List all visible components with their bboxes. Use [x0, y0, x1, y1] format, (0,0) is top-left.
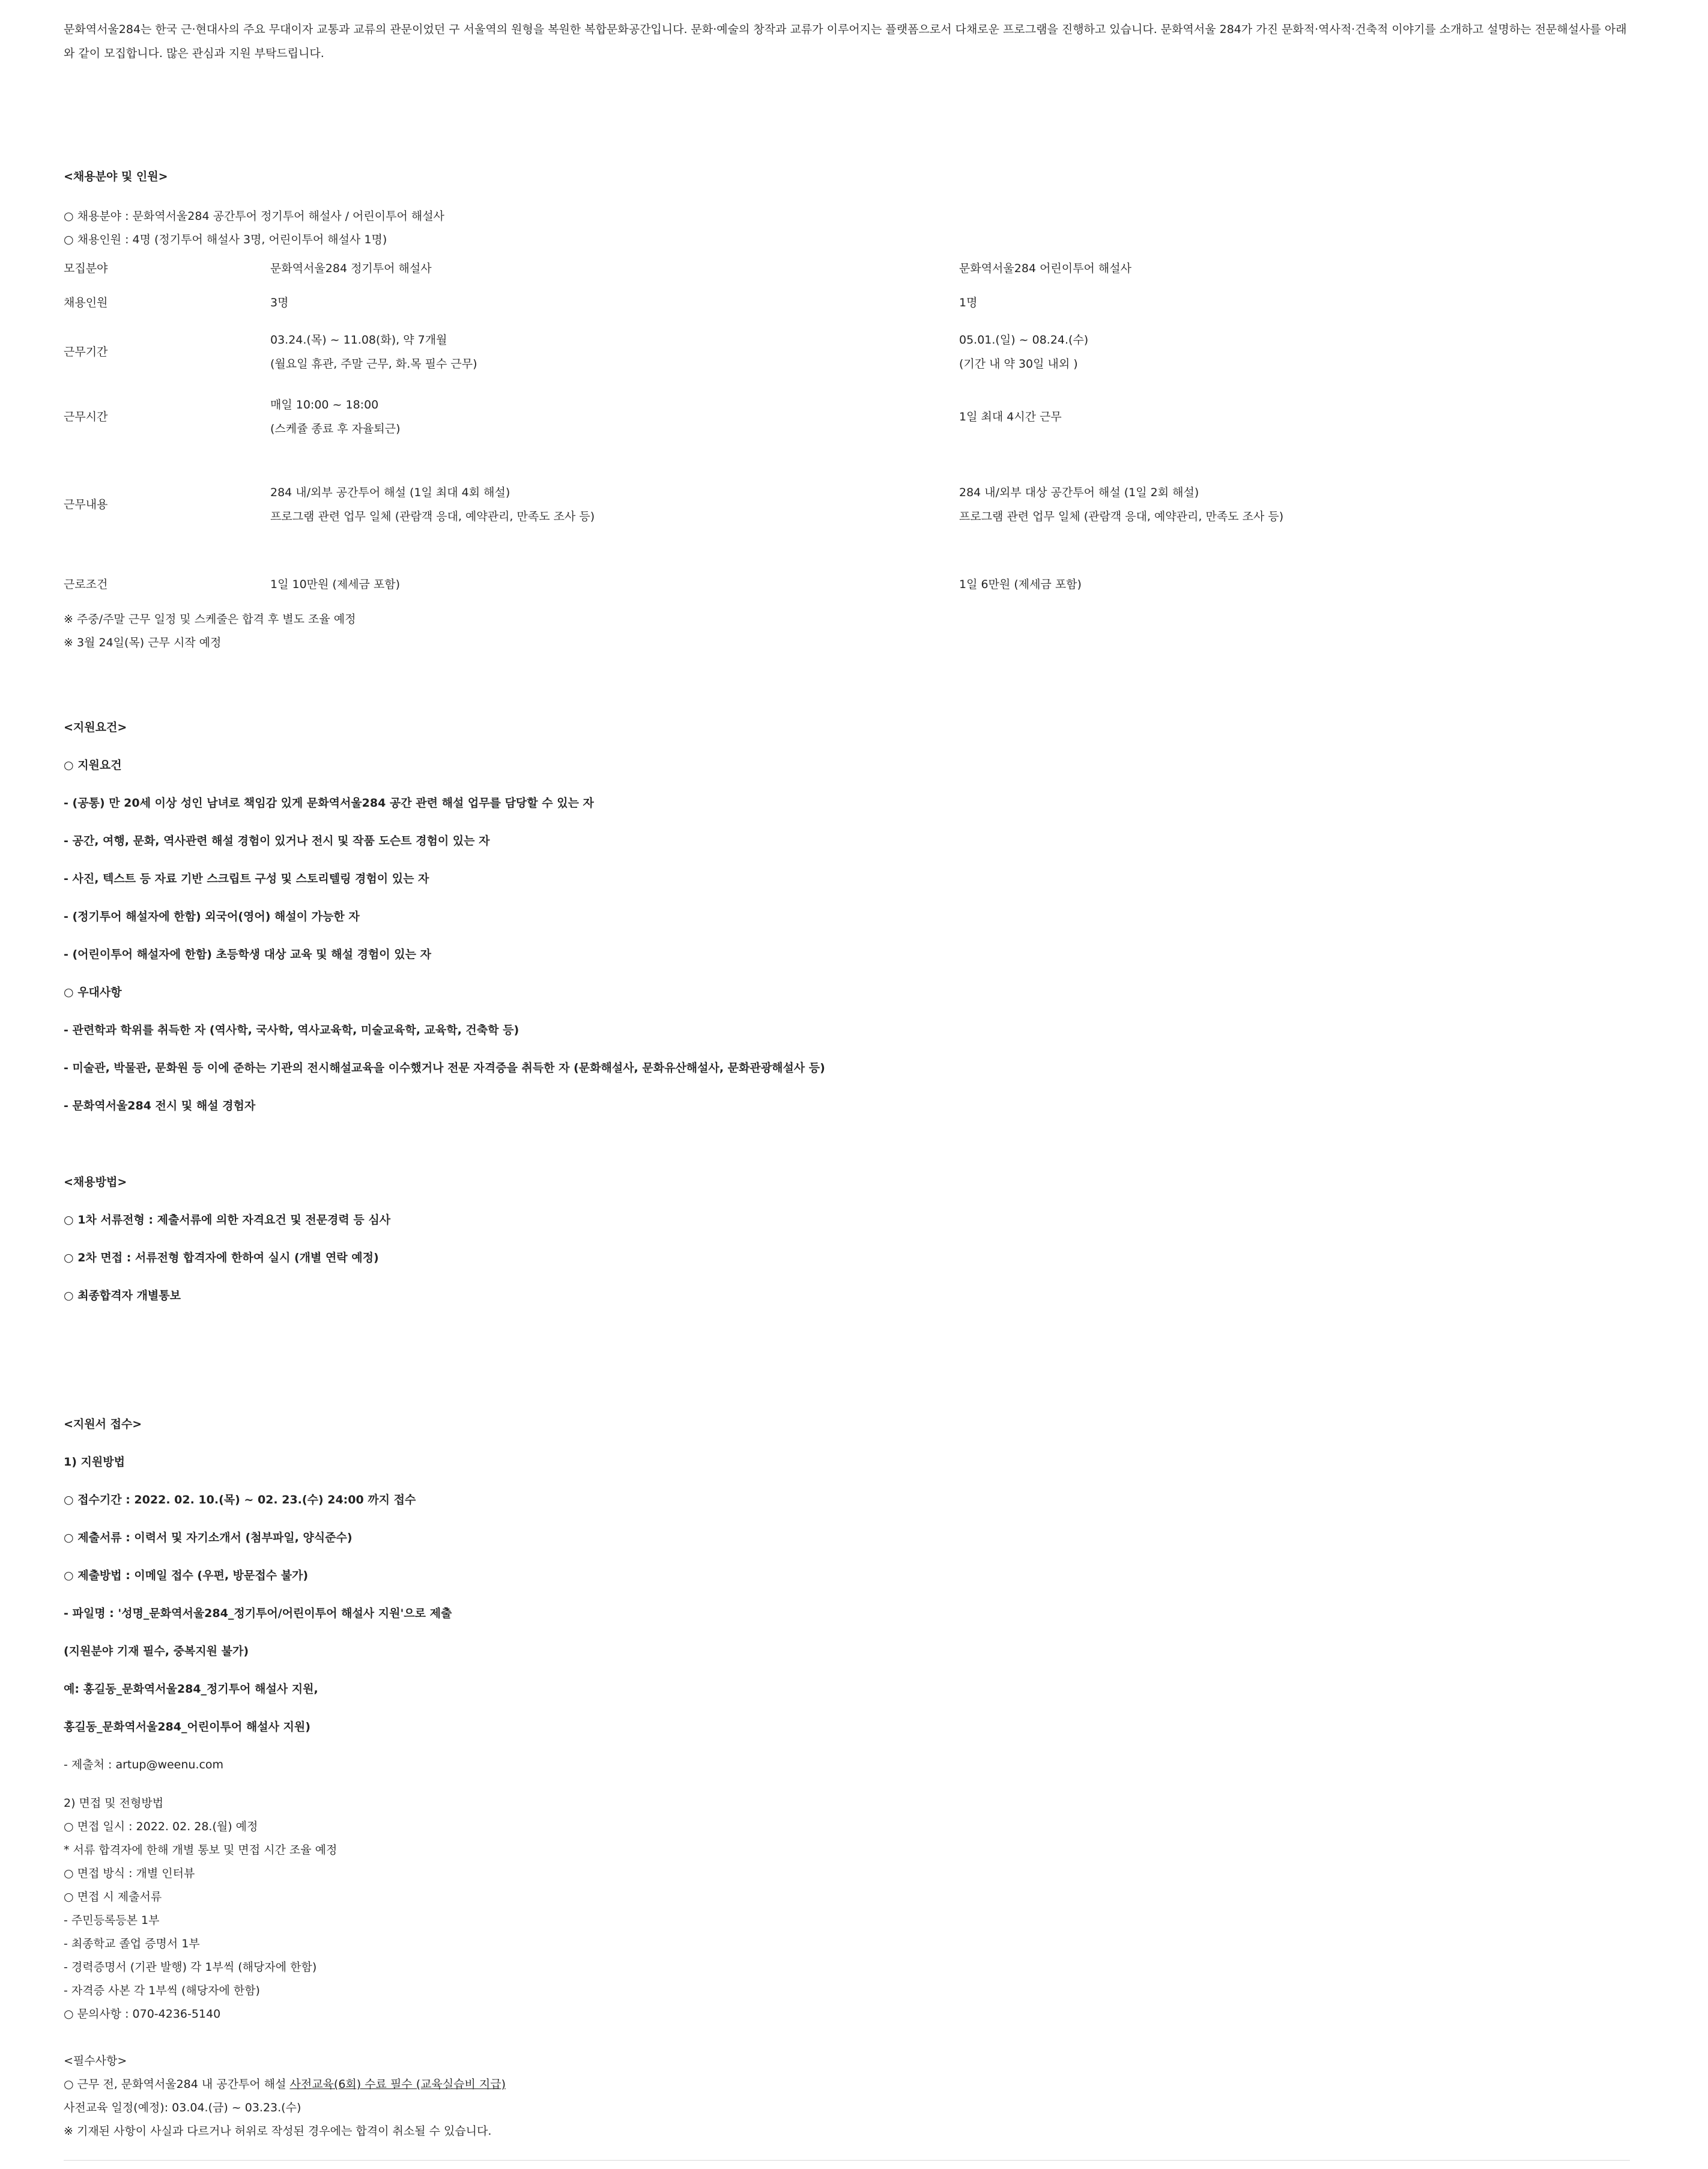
application-item: 홍길동_문화역서울284_어린이투어 해설사 지원)	[64, 1720, 310, 1734]
interview-line: * 서류 합격자에 한해 개별 통보 및 면접 시간 조율 예정	[64, 1843, 338, 1857]
method-item: ○ 최종합격자 개별통보	[64, 1289, 181, 1302]
recruit-count-line: ○ 채용인원 : 4명 (정기투어 해설사 3명, 어린이투어 해설사 1명)	[64, 233, 387, 246]
requirements-subheading: ○ 지원요건	[64, 759, 122, 772]
application-item: - 파일명 : '성명_문화역서울284_정기투어/어린이투어 해설사 지원'으로 제출	[64, 1607, 452, 1620]
method-item: ○ 1차 서류전형 : 제출서류에 의한 자격요건 및 전문경력 등 심사	[64, 1213, 391, 1227]
pre-training-underlined-text: 사전교육(6회) 수료 필수 (교육실습비 지급)	[289, 2078, 506, 2091]
table-cell: 프로그램 관련 업무 일체 (관람객 응대, 예약관리, 만족도 조사 등)	[959, 510, 1284, 523]
table-cell: 1일 10만원 (제세금 포함)	[270, 578, 401, 591]
table-cell: (기간 내 약 30일 내외 )	[959, 357, 1078, 371]
table-note: ※ 주중/주말 근무 일정 및 스케줄은 합격 후 별도 조율 예정	[64, 613, 356, 626]
table-cell: 프로그램 관련 업무 일체 (관람객 응대, 예약관리, 만족도 조사 등)	[270, 510, 595, 523]
table-row-label: 근무내용	[64, 498, 108, 511]
table-row-label: 근무기간	[64, 345, 108, 359]
requirement-item: - 공간, 여행, 문화, 역사관련 해설 경험이 있거나 전시 및 작품 도슨트 경험이 있는 자	[64, 834, 490, 848]
requirements-heading: <지원요건>	[64, 721, 127, 734]
table-cell: 03.24.(목) ~ 11.08(화), 약 7개월	[270, 333, 447, 347]
application-subheading: 1) 지원방법	[64, 1455, 125, 1469]
requirement-item: - (어린이투어 해설자에 한함) 초등학생 대상 교육 및 해설 경험이 있는 자	[64, 948, 431, 961]
preference-item: - 문화역서울284 전시 및 해설 경험자	[64, 1099, 256, 1112]
table-row-label: 근로조건	[64, 578, 108, 591]
application-email: - 제출처 : artup@weenu.com	[64, 1758, 224, 1771]
mandatory-line-1	[64, 2073, 506, 2096]
table-cell: 284 내/외부 대상 공간투어 해설 (1일 2회 해설)	[959, 486, 1199, 499]
bottom-divider	[64, 2160, 1630, 2161]
application-heading: <지원서 접수>	[64, 1418, 142, 1431]
recruit-field-line: ○ 채용분야 : 문화역서울284 공간투어 정기투어 해설사 / 어린이투어 해설사	[64, 210, 444, 223]
interview-line: - 자격증 사본 각 1부씩 (해당자에 한함)	[64, 1984, 260, 1997]
intro-paragraph-line-1: 문화역서울284는 한국 근·현대사의 주요 무대이자 교통과 교류의 관문이었던 구 서울역의 원형을 복원한 복합문화공간입니다. 문화·예술의 창작과 교류가 이루어지는 플랫폼으로서 다채로운 프로그램을 진행하고 있습니다. 문화역서울 284가 가진 문화적·역사적·건축적 이야기를 소개하고 설명하는 전문해설사를 아래	[64, 23, 1627, 36]
application-item: (지원분야 기재 필수, 중복지원 불가)	[64, 1645, 249, 1658]
mandatory-heading: <필수사항>	[64, 2054, 127, 2067]
mandatory-line-3: ※ 기재된 사항이 사실과 다르거나 허위로 작성된 경우에는 합격이 취소될 수 있습니다.	[64, 2125, 492, 2138]
interview-line: - 주민등록등본 1부	[64, 1914, 160, 1927]
table-cell: 1명	[959, 296, 978, 309]
preference-subheading: ○ 우대사항	[64, 986, 122, 999]
table-row-label: 근무시간	[64, 410, 108, 423]
interview-line: - 최종학교 졸업 증명서 1부	[64, 1937, 200, 1950]
method-heading: <채용방법>	[64, 1176, 127, 1189]
preference-item: - 미술관, 박물관, 문화원 등 이에 준하는 기관의 전시해설교육을 이수했거나 전문 자격증을 취득한 자 (문화해설사, 문화유산해설사, 문화관광해설사 등)	[64, 1061, 825, 1075]
table-cell: (스케쥴 종료 후 자율퇴근)	[270, 422, 401, 435]
table-header-regular-tour: 문화역서울284 정기투어 해설사	[270, 262, 432, 275]
interview-line: - 경력증명서 (기관 발행) 각 1부씩 (해당자에 한함)	[64, 1961, 317, 1974]
contact-line: ○ 문의사항 : 070-4236-5140	[64, 2007, 221, 2021]
table-header-label: 모집분야	[64, 262, 108, 275]
interview-line: 2) 면접 및 전형방법	[64, 1797, 164, 1810]
table-cell: (월요일 휴관, 주말 근무, 화.목 필수 근무)	[270, 357, 477, 371]
application-item: 예: 홍길동_문화역서울284_정기투어 해설사 지원,	[64, 1682, 318, 1696]
method-item: ○ 2차 면접 : 서류전형 합격자에 한하여 실시 (개별 연락 예정)	[64, 1251, 379, 1264]
table-cell: 3명	[270, 296, 289, 309]
table-cell: 1일 최대 4시간 근무	[959, 410, 1062, 423]
interview-line: ○ 면접 방식 : 개별 인터뷰	[64, 1867, 195, 1880]
table-header-kids-tour: 문화역서울284 어린이투어 해설사	[959, 262, 1131, 275]
application-item: ○ 제출방법 : 이메일 접수 (우편, 방문접수 불가)	[64, 1569, 309, 1582]
mandatory-line-2: 사전교육 일정(예정): 03.04.(금) ~ 03.23.(수)	[64, 2101, 301, 2114]
intro-paragraph-line-2: 와 같이 모집합니다. 많은 관심과 지원 부탁드립니다.	[64, 47, 324, 60]
preference-item: - 관련학과 학위를 취득한 자 (역사학, 국사학, 역사교육학, 미술교육학, 교육학, 건축학 등)	[64, 1024, 519, 1037]
requirement-item: - (공통) 만 20세 이상 성인 남녀로 책임감 있게 문화역서울284 공간 관련 해설 업무를 담당할 수 있는 자	[64, 796, 594, 810]
table-cell: 284 내/외부 공간투어 해설 (1일 최대 4회 해설)	[270, 486, 510, 499]
table-note: ※ 3월 24일(목) 근무 시작 예정	[64, 636, 222, 649]
requirement-item: - 사진, 텍스트 등 자료 기반 스크립트 구성 및 스토리텔링 경험이 있는 자	[64, 872, 429, 885]
table-cell: 05.01.(일) ~ 08.24.(수)	[959, 333, 1089, 347]
application-item: ○ 접수기간 : 2022. 02. 10.(목) ~ 02. 23.(수) 24:00 까지 접수	[64, 1493, 416, 1506]
requirement-item: - (정기투어 해설자에 한함) 외국어(영어) 해설이 가능한 자	[64, 910, 360, 923]
interview-line: ○ 면접 일시 : 2022. 02. 28.(월) 예정	[64, 1820, 258, 1833]
table-cell: 1일 6만원 (제세금 포함)	[959, 578, 1082, 591]
mandatory-line-1-text: ○ 근무 전, 문화역서울284 내 공간투어 해설	[64, 2078, 290, 2091]
table-row-label: 채용인원	[64, 296, 108, 309]
recruit-field-heading: <채용분야 및 인원>	[64, 170, 168, 183]
application-item: ○ 제출서류 : 이력서 및 자기소개서 (첨부파일, 양식준수)	[64, 1531, 353, 1544]
table-cell: 매일 10:00 ~ 18:00	[270, 398, 379, 411]
interview-line: ○ 면접 시 제출서류	[64, 1890, 162, 1904]
